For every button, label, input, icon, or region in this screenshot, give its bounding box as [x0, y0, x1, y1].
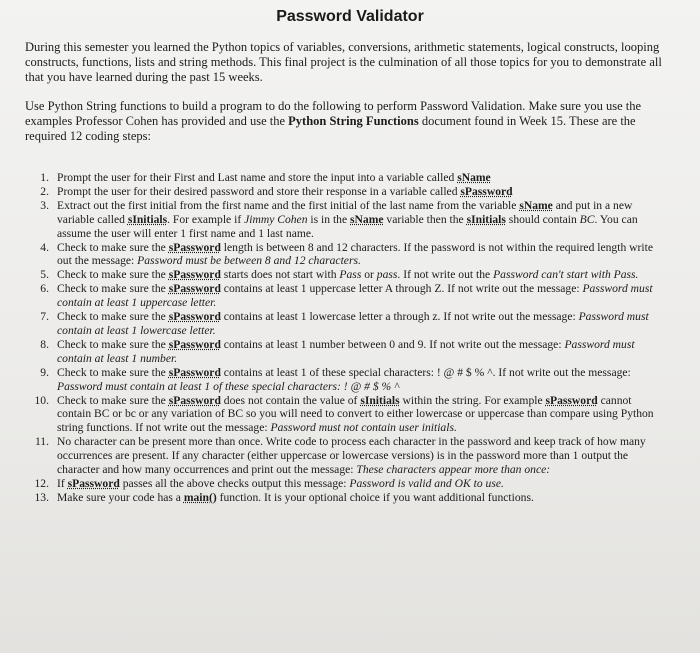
step-item	[25, 282, 660, 310]
step-text: contains at least 1 lowercase letter a through z. If not write out the message:	[220, 310, 579, 324]
step-text: Check to make sure the	[57, 393, 169, 407]
instructions-part2: document found in Week 15. These are the required 12 coding steps:	[25, 114, 636, 143]
intro-text: During this semester you learned the Python topics of variables, conversions, arithmetic statements, logical constructs, looping constructs, functions, lists and string methods. This final project is the culmination of all those topics for you to demonstrate all that you have learned during the past 15 weeks.	[25, 40, 662, 84]
variable-name: main()	[183, 490, 217, 504]
step-item	[25, 199, 660, 241]
step-text: is in the	[307, 212, 351, 226]
step-text: . For example if	[167, 212, 245, 226]
variable-name: sInitials	[466, 212, 506, 226]
step-text: contains at least 1 of these special characters: ! @ # $ % ^. If not write out the message:	[220, 365, 631, 379]
step-item	[25, 491, 660, 505]
step-text: . You can assume the user will enter 1 first name and 1 last name.	[57, 212, 638, 240]
instructions-bold: Python String Functions	[288, 114, 419, 128]
step-item	[25, 435, 660, 477]
italic-text: These characters appear more than once:	[356, 463, 551, 477]
step-number: 6.	[40, 282, 49, 296]
step-number: 12.	[34, 476, 49, 490]
italic-text: Password must contain at least 1 number.	[57, 337, 635, 365]
italic-text: BC	[579, 212, 595, 226]
step-text: Extract out the first initial from the first name and the first initial of the last name from the variable	[57, 198, 520, 212]
step-item	[25, 268, 660, 282]
step-number: 9.	[40, 365, 49, 379]
instructions-paragraph	[25, 99, 665, 144]
step-item	[25, 477, 660, 491]
page-title: Password Validator	[276, 8, 424, 25]
italic-text: pass	[376, 268, 398, 282]
step-item	[25, 366, 660, 394]
step-text: variable then the	[383, 212, 467, 226]
step-text: length is between 8 and 12 characters. If the password is not within the required length write out the message:	[57, 240, 653, 268]
step-text: and put in a new variable called	[57, 198, 633, 226]
step-text: Check to make sure the	[57, 282, 169, 296]
steps-list	[25, 171, 660, 505]
variable-name: sPassword	[168, 282, 221, 296]
step-item	[25, 338, 660, 366]
variable-name: sPassword	[168, 240, 221, 254]
variable-name: sInitials	[360, 393, 400, 407]
step-item	[25, 171, 660, 185]
variable-name: sPassword	[168, 337, 221, 351]
step-text: cannot contain BC or bc or any variation of BC so you will need to convert to either lowercase or uppercase than compare using Python string functions. If not write out the message:	[57, 393, 654, 435]
italic-text: Password can't start with Pass.	[493, 268, 639, 282]
instructions-part1: Use Python String functions to build a program to do the following to perform Password Validation. Make sure you use the examples Professor Cohen has provided and use the	[25, 99, 642, 128]
step-number: 3.	[40, 198, 49, 212]
variable-name: sPassword	[460, 184, 513, 198]
step-item	[25, 185, 660, 199]
step-text: Make sure your code has a	[57, 490, 184, 504]
variable-name: sInitials	[127, 212, 168, 226]
step-number: 7.	[40, 310, 49, 324]
step-text: . If not write out the	[397, 268, 494, 282]
step-text: passes all the above checks output this message:	[119, 476, 350, 490]
step-text: Check to make sure the	[57, 365, 169, 379]
step-number: 1.	[40, 171, 49, 184]
italic-text: Password is valid and OK to use.	[349, 476, 504, 490]
variable-name: sPassword	[168, 310, 221, 324]
italic-text: Jimmy Cohen	[244, 212, 308, 226]
variable-name: sPassword	[67, 476, 120, 490]
step-item	[25, 310, 660, 338]
italic-text: Password must contain at least 1 uppercase letter.	[57, 282, 653, 310]
step-text: If	[57, 476, 68, 490]
italic-text: Password must contain at least 1 lowercase letter.	[57, 310, 649, 337]
step-text: does not contain the value of	[220, 393, 361, 407]
italic-text: Password must not contain user initials.	[270, 421, 457, 435]
variable-name: sName	[350, 212, 384, 226]
step-number: 4.	[40, 240, 49, 254]
step-text: function. It is your optional choice if you want additional functions.	[216, 490, 534, 504]
step-number: 10.	[34, 393, 49, 407]
step-text: Prompt the user for their desired password and store their response in a variable called	[57, 184, 461, 198]
step-number: 13.	[34, 490, 49, 504]
instructions-text	[25, 99, 665, 144]
variable-name: sPassword	[168, 365, 221, 379]
step-text: contains at least 1 number between 0 and 9. If not write out the message:	[220, 337, 565, 351]
step-text: starts does not start with	[220, 268, 340, 282]
variable-name: sName	[457, 171, 491, 184]
italic-text: Password must contain at least 1 of these special characters: ! @ # $ % ^	[57, 379, 399, 393]
intro-paragraph	[25, 40, 665, 85]
step-text: Check to make sure the	[57, 240, 169, 254]
step-number: 8.	[40, 337, 49, 351]
step-number: 2.	[40, 184, 49, 198]
step-text: within the string. For example	[399, 393, 546, 407]
step-text: or	[361, 268, 377, 282]
step-text: Check to make sure the	[57, 310, 169, 324]
variable-name: sName	[519, 198, 553, 212]
italic-text: Password must be between 8 and 12 characters.	[137, 254, 361, 268]
variable-name: sPassword	[545, 393, 598, 407]
variable-name: sPassword	[168, 393, 221, 407]
step-text: No character can be present more than once. Write code to process each character in the password and keep track of how many occurrences are present. If any character (either uppercase or lowercase versions) is in the password more than 1 output the character and how many occurrences and print out the message:	[57, 435, 646, 477]
step-number: 11.	[34, 435, 49, 449]
step-text: Check to make sure the	[57, 268, 169, 282]
step-text: Check to make sure the	[57, 337, 169, 351]
step-item	[25, 241, 660, 269]
step-text: should contain	[505, 212, 580, 226]
italic-text: Pass	[339, 268, 362, 282]
step-text: Prompt the user for their First and Last name and store the input into a variable called	[57, 171, 458, 184]
step-text: contains at least 1 uppercase letter A through Z. If not write out the message:	[220, 282, 583, 296]
step-item	[25, 394, 660, 436]
variable-name: sPassword	[168, 268, 221, 282]
step-number: 5.	[40, 268, 49, 282]
